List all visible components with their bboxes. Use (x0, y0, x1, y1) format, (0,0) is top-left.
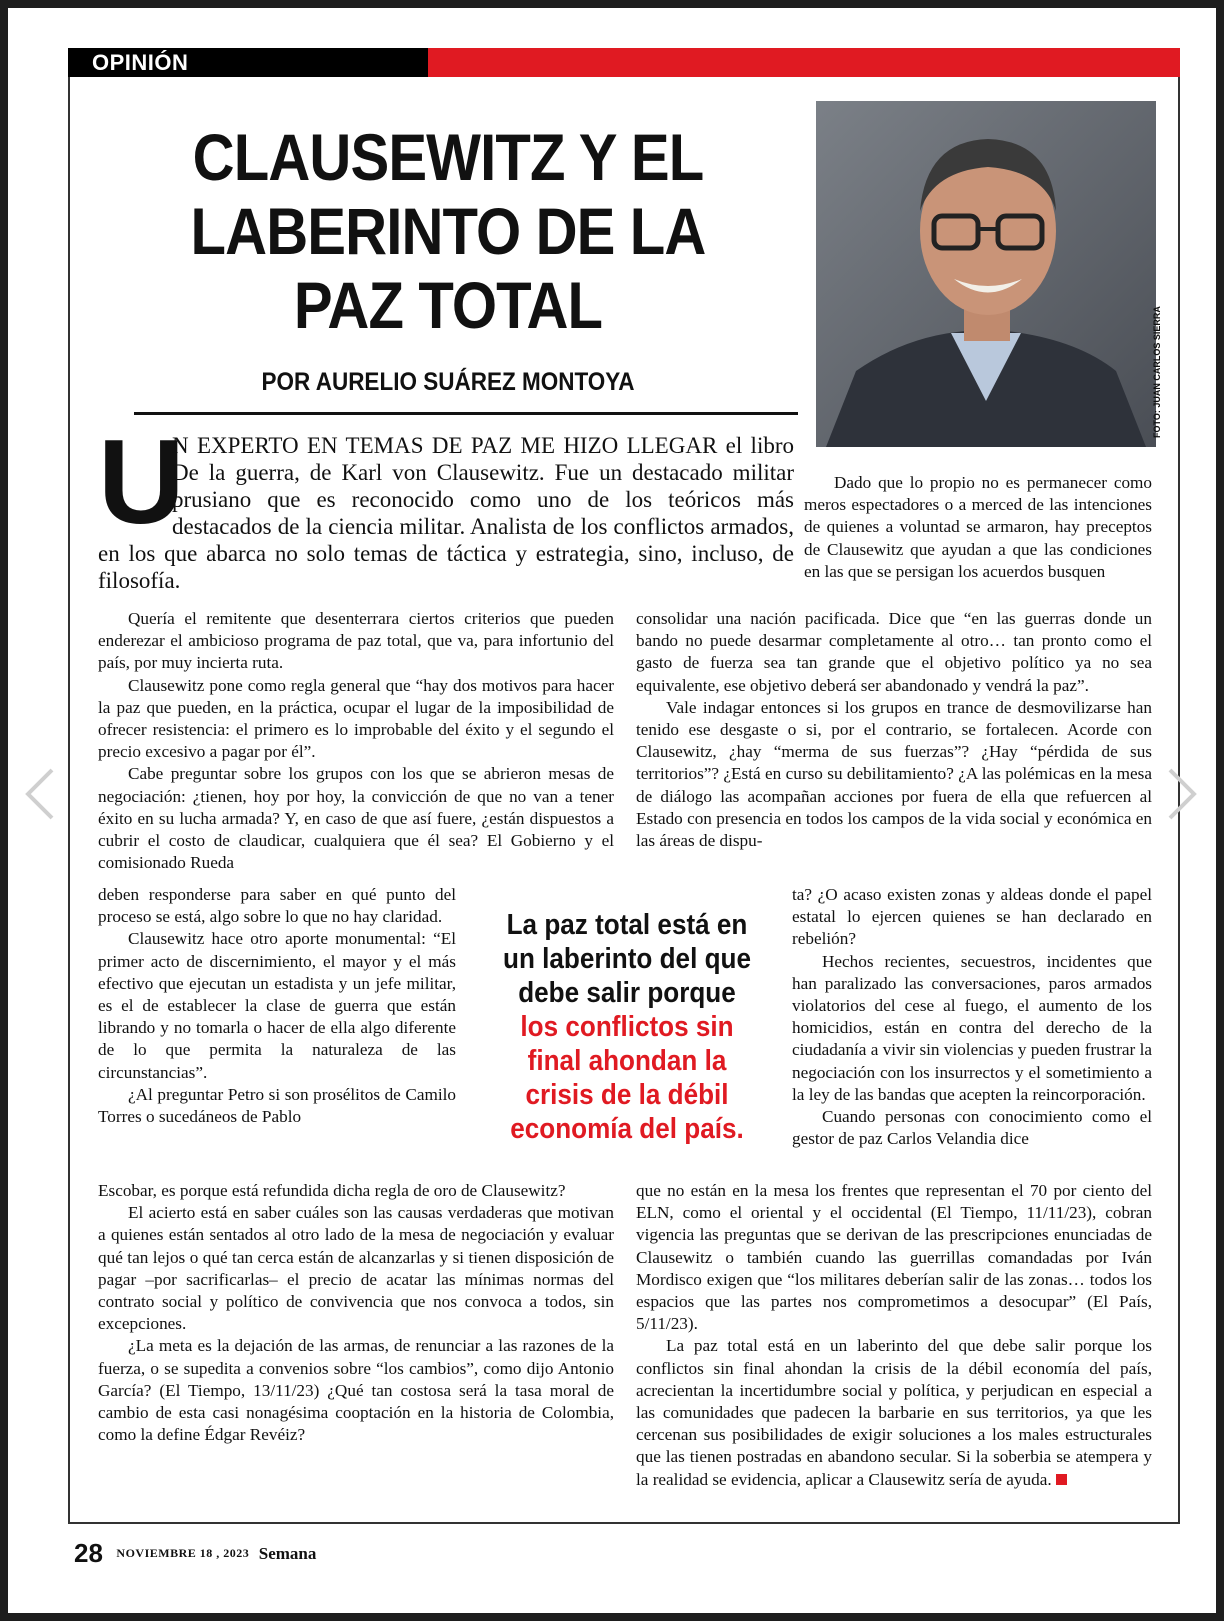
right-paragraph-1: Dado que lo propio no es permanecer como meros espectadores o a merced de las intenciones de quienes a voluntad se armaron, hay preceptos de Clausewitz que ayudan a que las condiciones en las que se persigan los acuerdos busquen (804, 473, 1152, 581)
intro-text: N EXPERTO EN TEMAS DE PAZ ME HIZO LLEGAR el libro De la guerra, de Karl von Clausewitz. Fue un destacado militar prusiano que es reconocido como uno de los teóricos más destacados de la ciencia militar. Analista de los conflictos armados, en los que abarca no solo temas de táctica y estrategia, sino, incluso, de filosofía. (98, 433, 794, 593)
intro-paragraph (98, 415, 794, 594)
left-paragraph-3-cont: deben responderse para saber en qué punto del proceso se está, algo sobre lo que no hay claridad. (98, 885, 456, 927)
left-paragraph-3: Cabe preguntar sobre los grupos con los que se abrieron mesas de negociación: ¿tienen, hoy por hoy, la convicción de que no van a tener éxito en su lucha armada? Y, en caso de que así fuere, ¿están dispuestos a cubrir el costo de claudicar, cualquiera que él sea? El Gobierno y el comisionado Rueda (98, 764, 614, 873)
right-paragraph-2-cont: ta? ¿O acaso existen zonas y aldeas donde el papel estatal lo ejercen quienes se han declarado en rebelión? (792, 885, 1152, 949)
right-paragraph-4: Cuando personas con conocimiento como el gestor de paz Carlos Velandia dice (792, 1107, 1152, 1149)
pull-quote-red: los conflictos sin final ahondan la crisis de la débil economía del país. (510, 1011, 744, 1145)
left-paragraph-6: El acierto está en saber cuáles son las causas verdaderas que motivan a quienes están sentados al otro lado de la mesa de negociación y evaluar qué tan lejos o qué tan cerca están de alcanzarlas y si tienen disposición de pagar –por sacrificarlas– el precio de acatar las mínimas normas del contrato social y político de convivencia que nos convoca a todos, sin excepciones. (98, 1203, 614, 1334)
photo-credit: FOTO: JUAN CARLOS SIERRA (1152, 306, 1162, 438)
left-paragraph-5-cont: Escobar, es porque está refundida dicha regla de oro de Clausewitz? (98, 1181, 566, 1200)
right-column-narrow (792, 884, 1152, 1150)
left-paragraph-4: Clausewitz hace otro aporte monumental: “El primer acto de discernimiento, el mayor y el más efectivo que ejecutan un estadista y un jefe militar, es el de establecer la clase de guerra que están librando y no tomarla o hacer de ella algo diferente de lo que permita la naturaleza de las circunstancias”. (98, 929, 456, 1082)
page-footer (74, 1538, 316, 1569)
right-column-top (804, 472, 1152, 583)
drop-cap: U (98, 415, 185, 549)
left-paragraph-7: ¿La meta es la dejación de las armas, de renunciar a las razones de la fuerza, o se supedita a convenios sobre “los cambios”, como dijo Antonio García? (El Tiempo, 13/11/23) ¿Qué tan costosa será la tasa moral de cambio de esta casi nonagésima cooptación en la historia de Colombia, como la define Édgar Revéiz? (98, 1336, 614, 1445)
right-paragraph-5-text: La paz total está en un laberinto del que debe salir porque los conflictos sin final ahondan la crisis de la débil economía del país, acrecientan la incertidumbre social y política, y perjudican en especial a las comunidades que padecen la barbarie en sus territorios, ya que les cercenan sus posibilidades de exigir soluciones a los males estructurales que las tienen postradas en abandono secular. Si la soberbia se atempera y la realidad se evidencia, aplicar a Clausewitz sería de ayuda. (636, 1336, 1152, 1489)
left-paragraph-1: Quería el remitente que desenterrara ciertos criterios que pueden enderezar el ambicioso programa de paz total, que va, para infortunio del país, por muy incierta ruta. (98, 609, 614, 673)
right-paragraph-5 (636, 1335, 1152, 1490)
right-paragraph-3: Hechos recientes, secuestros, incidentes que han paralizado las conversaciones, paros armados violatorios del cese al fuego, el aumento de los homicidios, están en contra del derecho de la ciudadanía a vivir sin violencias y pueden frustrar la negociación con los insurrectos y el sometimiento a la ley de las bandas que acepten la reincorporación. (792, 951, 1152, 1104)
left-paragraph-2: Clausewitz pone como regla general que “hay dos motivos para hacer la paz que pueden, en la práctica, ocupar el lugar de la imposibilidad de ofrecer resistencia: el primero es lo improbable del éxito y el segundo el precio excesivo a pagar por él”. (98, 675, 614, 762)
issue-date: NOVIEMBRE 18 , 2023 (116, 1546, 250, 1560)
left-column-narrow (98, 884, 456, 1128)
byline: POR AURELIO SUÁREZ MONTOYA (261, 368, 635, 396)
headline: CLAUSEWITZ Y EL LABERINTO DE LA PAZ TOTAL (190, 120, 706, 342)
section-label: OPINIÓN (68, 48, 428, 77)
right-column-middle (636, 608, 1152, 852)
right-paragraph-2: Vale indagar entonces si los grupos en trance de desmovilizarse han tenido ese desgaste o si, por el contrario, se fortalecen. Acorde con Clausewitz, ¿hay “merma de sus fuerzas”? ¿Hay “pérdida de sus territorios”? ¿Está en curso su debilitamiento? ¿A las polémicas en la mesa de diálogo las acompañan acciones por fuera de ella que refuercen al Estado con presencia en todos los campos de la vida social y económica en las áreas de dispu- (636, 697, 1152, 851)
magazine-page (8, 8, 1216, 1613)
previous-page-chevron-icon[interactable] (20, 764, 60, 824)
right-paragraph-1-cont: consolidar una nación pacificada. Dice que “en las guerras donde un bando no puede desarmar completamente al otro… tan pronto como el gasto de fuerza sea tan grande que el objetivo político ya no sea equivalente, ese objetivo deberá ser abandonado y vendrá la paz”. (636, 609, 1152, 695)
magazine-name: Semana (258, 1543, 317, 1563)
pull-quote (491, 908, 763, 1146)
left-column-top (98, 608, 614, 874)
end-mark-icon (1056, 1474, 1067, 1485)
left-paragraph-5: ¿Al preguntar Petro si son prosélitos de Camilo Torres o sucedáneos de Pablo (98, 1084, 456, 1127)
next-page-chevron-icon[interactable] (1162, 764, 1202, 824)
left-column-bottom (98, 1180, 614, 1446)
right-paragraph-4-cont: que no están en la mesa los frentes que representan el 70 por ciento del ELN, como el oriental y el occidental (El Tiempo, 11/11/23), cobran vigencia las preguntas que se derivan de las prescripciones enunciadas de Clausewitz o también cuando las guerrillas comandadas por Iván Mordisco exigen que “los militares deberían salir de las zonas… todos los espacios que las partes nos comprometimos a desocupar” (El País, 5/11/23). (636, 1181, 1152, 1334)
byline-divider (134, 412, 798, 415)
pull-quote-black: La paz total está en un laberinto del que debe salir porque (503, 909, 751, 1009)
author-photo (816, 101, 1156, 447)
page-number: 28 (74, 1538, 103, 1568)
right-column-bottom (636, 1180, 1152, 1491)
